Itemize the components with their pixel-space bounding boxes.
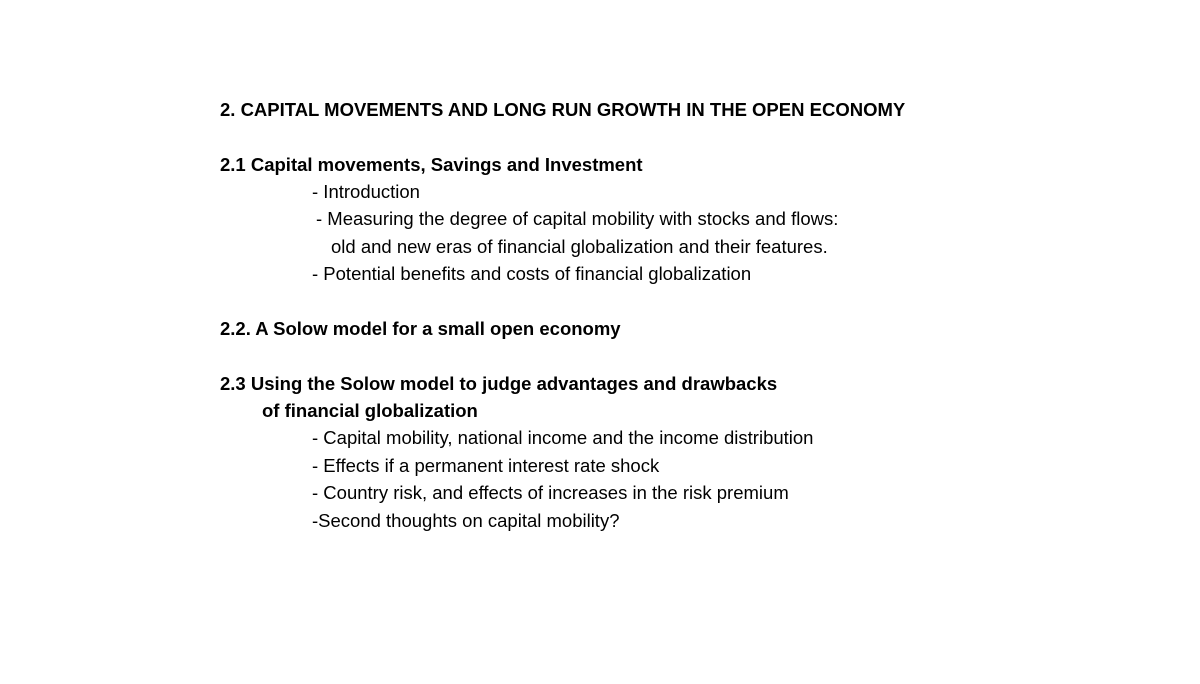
section-2-2-heading: 2.2. A Solow model for a small open economy	[220, 318, 621, 339]
section-2-3-heading: 2.3 Using the Solow model to judge advantages and drawbacks	[220, 373, 778, 394]
bullet-measuring-capital-mobility: - Measuring the degree of capital mobility with stocks and flows:	[316, 208, 839, 229]
bullet-national-income: - Capital mobility, national income and the income distribution	[312, 427, 814, 448]
bullet-measuring-capital-mobility-cont: old and new eras of financial globalization and their features.	[331, 236, 828, 257]
section-2-1-heading: 2.1 Capital movements, Savings and Investment	[220, 154, 643, 175]
bullet-introduction: - Introduction	[312, 181, 420, 202]
section-2-3-heading-cont: of financial globalization	[262, 400, 478, 421]
bullet-benefits-costs: - Potential benefits and costs of financial globalization	[312, 263, 752, 284]
bullet-interest-rate-shock: - Effects if a permanent interest rate shock	[312, 455, 660, 476]
bullet-second-thoughts: -Second thoughts on capital mobility?	[312, 510, 620, 531]
main-heading: 2. CAPITAL MOVEMENTS AND LONG RUN GROWTH IN THE OPEN ECONOMY	[220, 99, 906, 120]
bullet-country-risk: - Country risk, and effects of increases in the risk premium	[312, 482, 789, 503]
